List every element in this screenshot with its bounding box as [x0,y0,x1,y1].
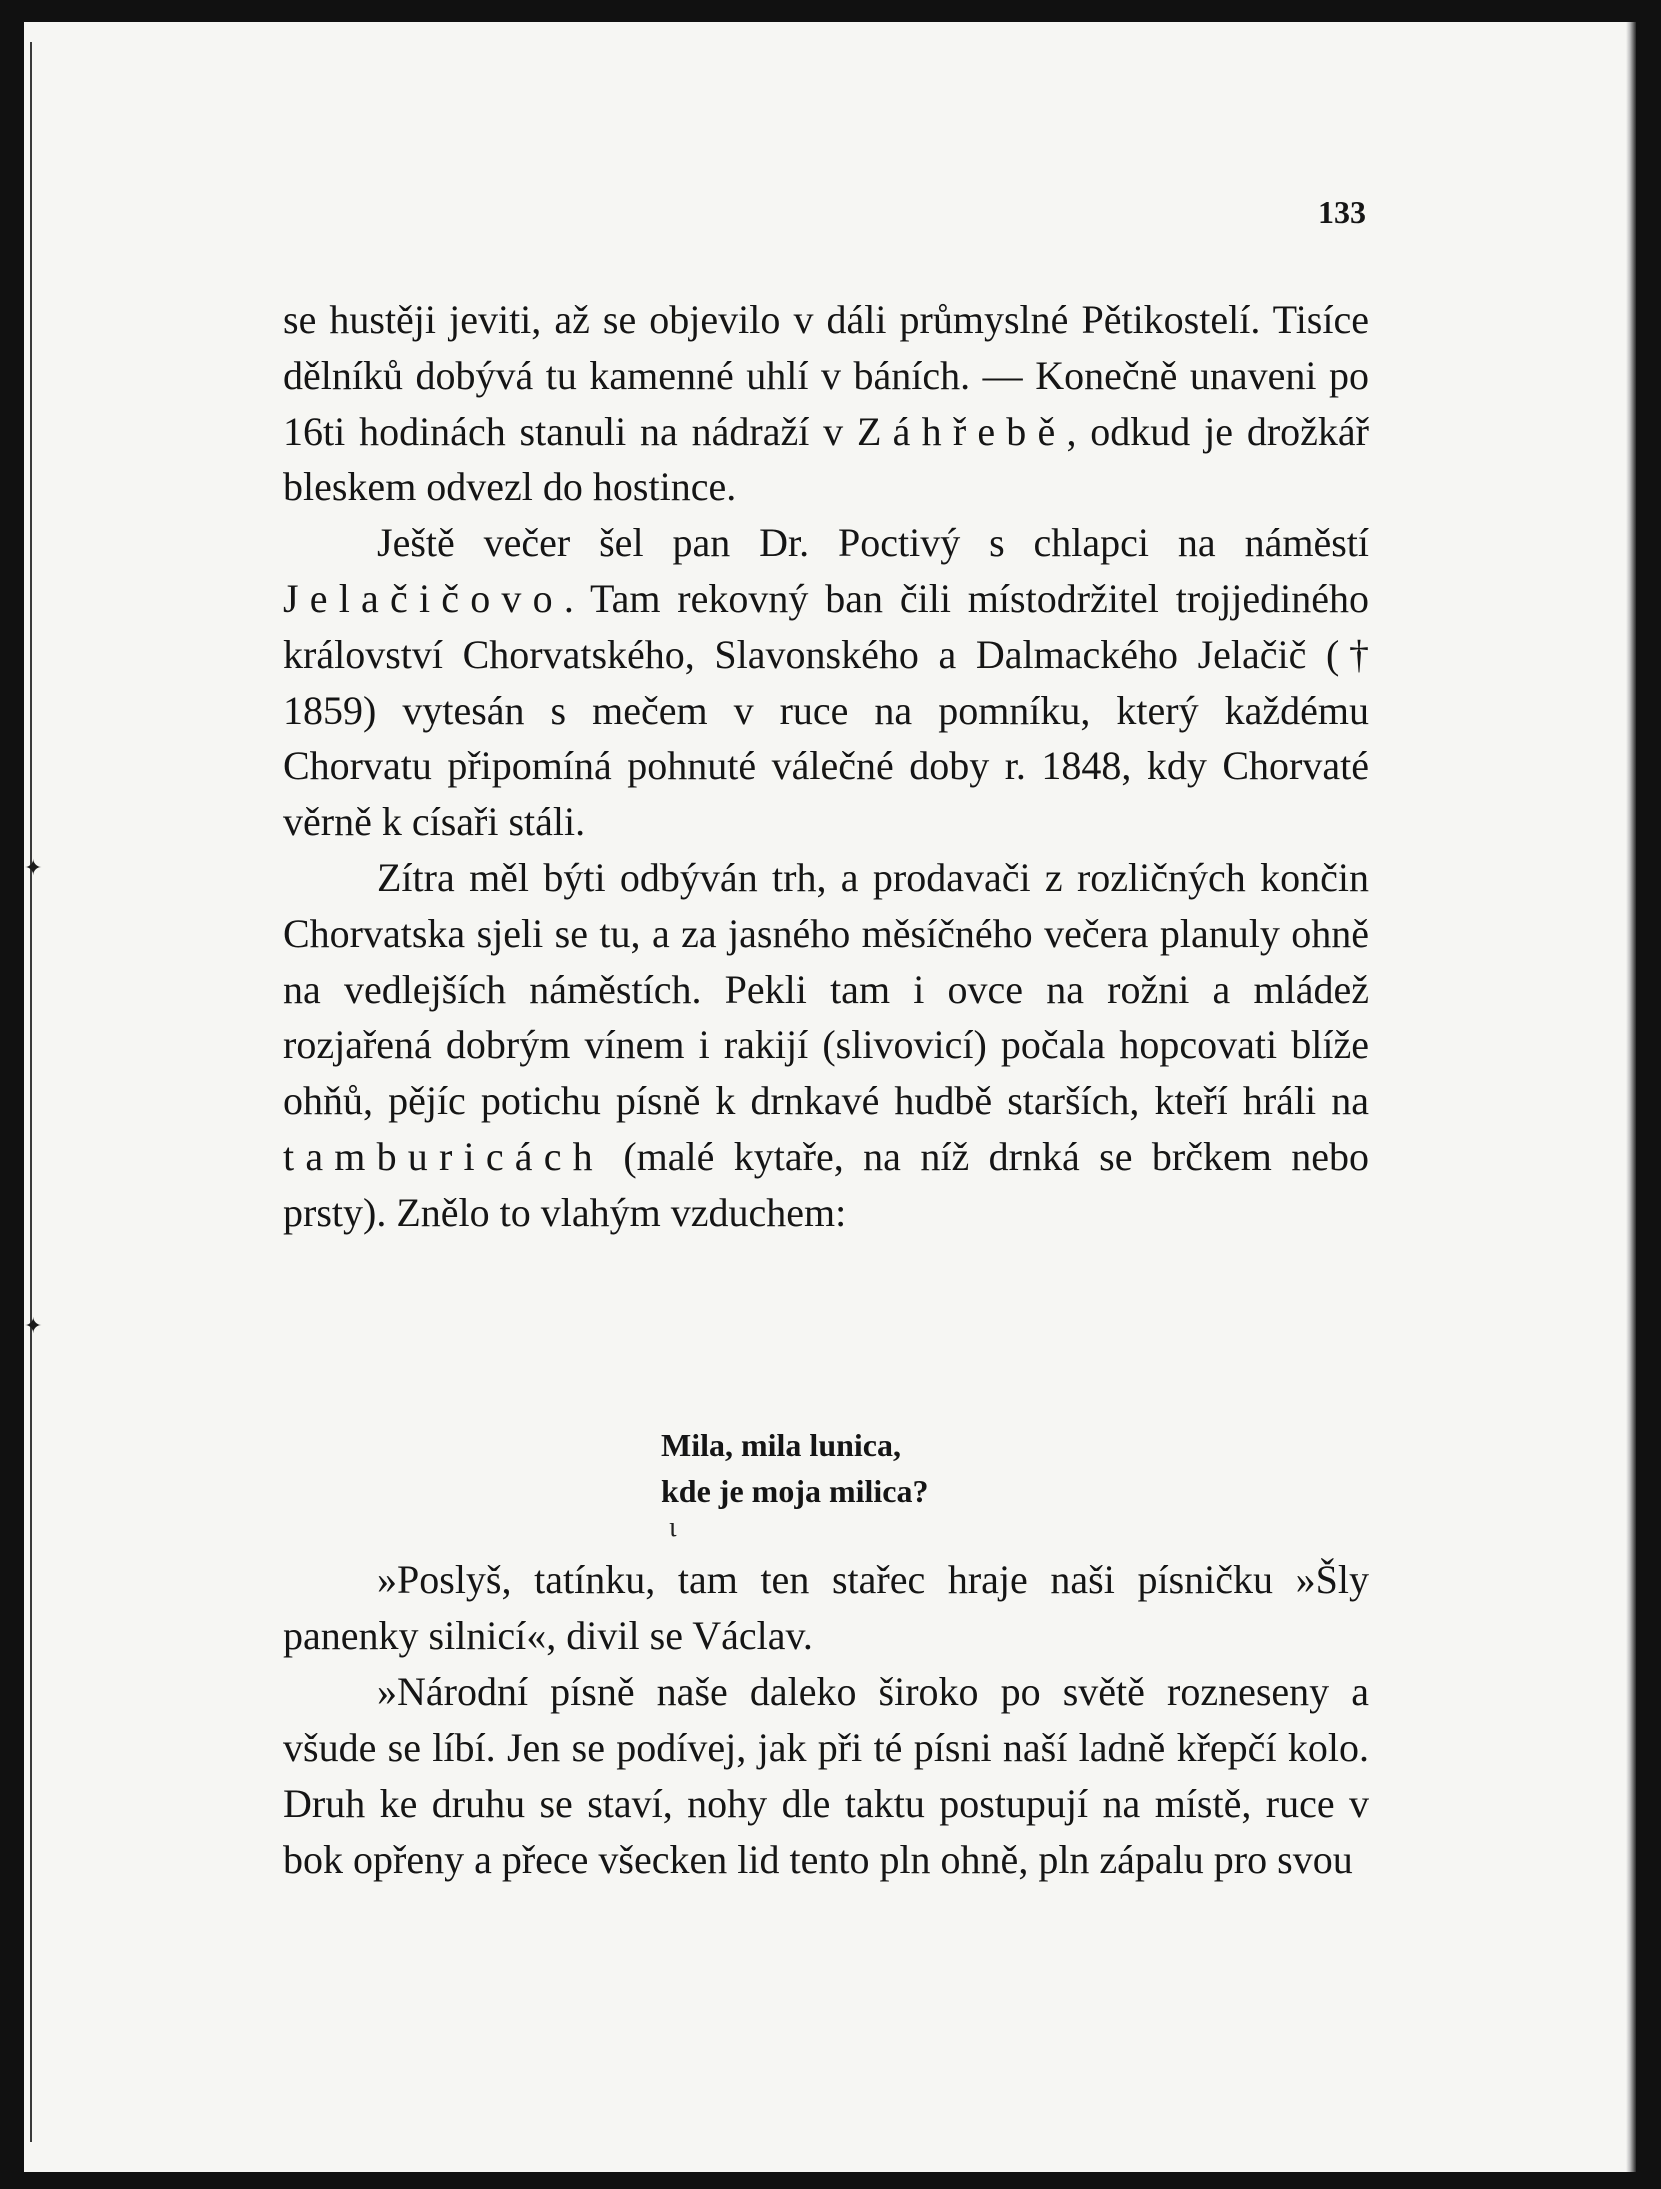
paragraph-2: Ještě večer šel pan Dr. Poctivý s chlapci na náměstí Jelačičovo. Tam rekovný ban čili místodržitel trojjediného království Chorvatského, Slavonského a Dalmackého Jelačič († 1859) vytesán s mečem v ruce na pomníku, který každému Chorvatu připomíná pohnuté válečné doby r. 1848, kdy Chorvaté věrně k císaři stáli. [283,520,1369,845]
paragraph-4: »Poslyš, tatínku, tam ten stařec hraje naši písničku »Šly panenky silnicí«, divil se Václav. [283,1557,1369,1658]
margin-pin-mark-icon: ✦ [24,1314,43,1339]
page-edge-shadow [1626,22,1636,2172]
paragraph-5: »Národní písně naše daleko široko po světě rozneseny a všude se líbí. Jen se podívej, jak při té písni naší ladně křepčí kolo. Druh ke druhu se staví, nohy dle taktu postupují na místě, ruce v bok opřeny a přece všecken lid tento pln ohně, pln zápalu pro svou [283,1669,1369,1882]
paragraph-3: Zítra měl býti odbýván trh, a prodavači z rozličných končin Chorvatska sjeli se tu, a za jasného měsíčného večera planuly ohně na vedlejších náměstích. Pekli tam i ovce na rožni a mládež rozjařená dobrým vínem i rakijí (slivovicí) počala hopcovati blíže ohňů, pějíc potichu písně k drnkavé hudbě starších, kteří hráli na tamburicách (malé kytaře, na níž drnká se brčkem nebo prsty). Znělo to vlahým vzduchem: [283,854,1369,1235]
pencil-mark: ι [669,1512,677,1543]
spaced-instrument-name: tamburicách [283,1133,604,1179]
page-number: 133 [1318,194,1366,230]
body-text-top [283,292,1369,1241]
margin-pin-mark-icon: ✦ [24,856,43,881]
binding-edge [30,42,32,2142]
song-quote [661,1422,929,1514]
body-text-bottom [283,1552,1369,1888]
book-page [24,22,1636,2172]
paragraph-1: se hustěji jeviti, až se objevilo v dáli průmyslné Pětikostelí. Tisíce dělníků dobývá tu kamenné uhlí v báních. — Konečně unaveni po 16ti hodinách stanuli na nádraží v Záhřebě, odkud je drožkář bleskem odvezl do hostince. [283,297,1369,510]
spaced-place-name: Jelačičovo [283,575,564,621]
poem-line: kde je moja milica? [661,1473,929,1509]
spaced-place-name: Záhřebě [857,408,1067,454]
poem-line: Mila, mila lunica, [661,1427,901,1463]
